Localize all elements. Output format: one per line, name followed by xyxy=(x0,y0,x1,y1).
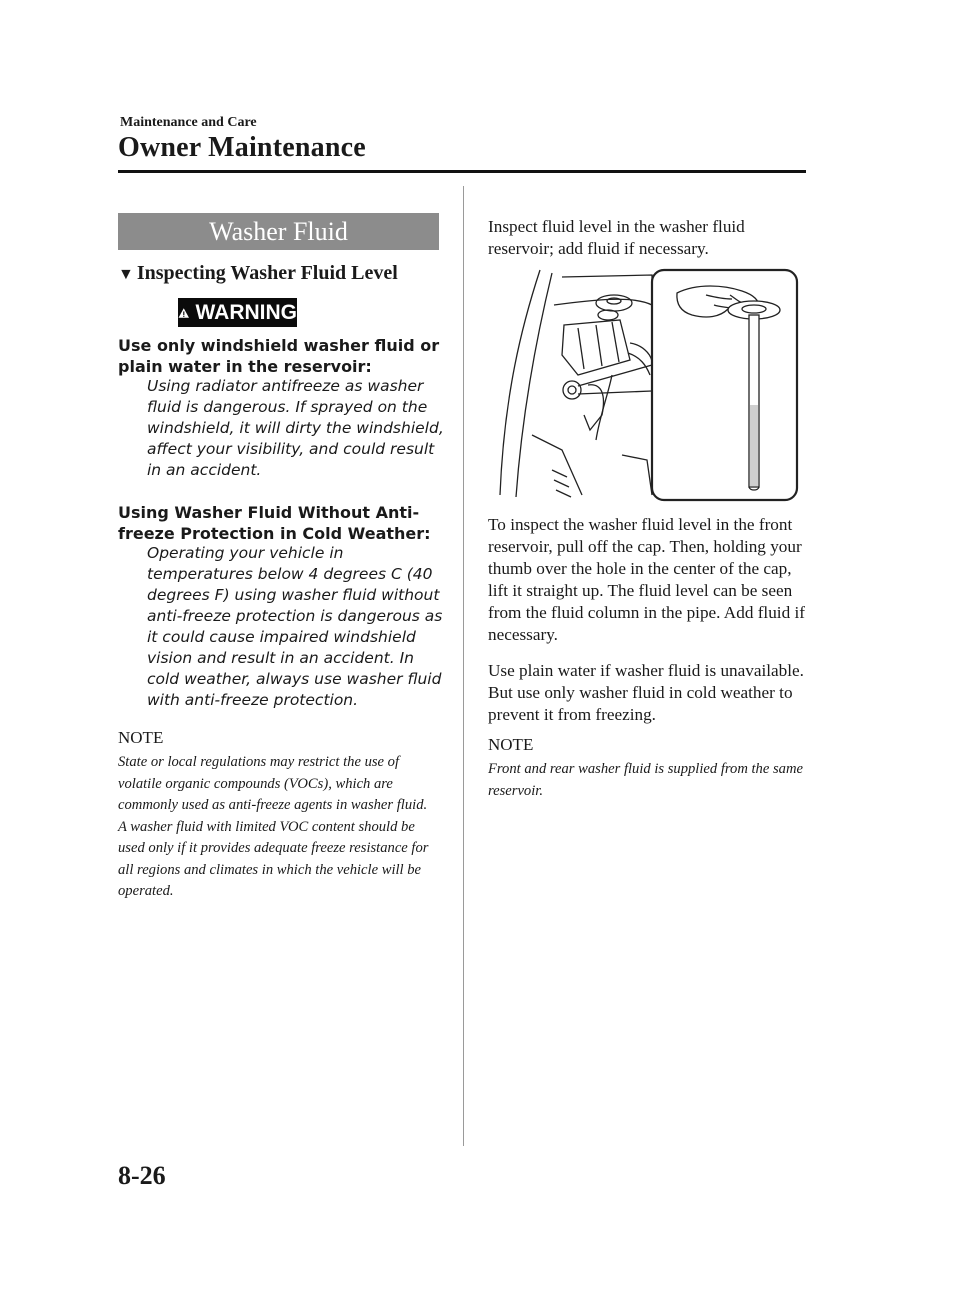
note-text-right: Front and rear washer fluid is supplied from the same reservoir. xyxy=(488,761,803,799)
plain-water-paragraph: Use plain water if washer fluid is unavailable. But use only washer fluid in cold weather to prevent it from freezing. xyxy=(488,661,804,724)
note-text-left: State or local regulations may restrict the use of volatile organic compounds (VOCs), which are commonly used as anti-freeze agents in washer fluid. A washer fluid with limited VOC content should be used only if it provides adequate freeze resistance for all regions and climates in which the vehicle will be operated. xyxy=(118,754,429,899)
warning-badge-label: WARNING xyxy=(195,300,297,324)
warning-badge xyxy=(178,298,297,327)
section-banner: Washer Fluid xyxy=(118,213,439,250)
note-label-right: NOTE xyxy=(488,735,534,754)
page-title: Owner Maintenance xyxy=(118,132,366,163)
column-divider xyxy=(463,186,464,1146)
warning-title-2: Using Washer Fluid Without Anti-freeze Protection in Cold Weather: xyxy=(118,503,431,543)
warning-title-1: Use only windshield washer fluid or plain water in the reservoir: xyxy=(118,336,440,376)
triangle-marker-icon: ▼ xyxy=(118,266,134,283)
heading-rule xyxy=(118,170,806,173)
warning-triangle-icon xyxy=(178,303,190,323)
intro-paragraph: Inspect fluid level in the washer fluid reservoir; add fluid if necessary. xyxy=(488,217,745,258)
warning-body-1: Using radiator antifreeze as washer fluid is dangerous. If sprayed on the windshield, it will dirty the windshield, affect your visibility, and could result in an accident. xyxy=(147,377,444,479)
page-number: 8-26 xyxy=(118,1161,166,1190)
section-label: Maintenance and Care xyxy=(120,115,257,130)
subheading xyxy=(118,262,398,285)
note-label-left: NOTE xyxy=(118,728,164,747)
warning-body-2: Operating your vehicle in temperatures below 4 degrees C (40 degrees F) using washer fluid without anti-freeze protection is dangerous as it could cause impaired windshield vision and result in an accident. In cold weather, always use washer fluid with anti-freeze protection. xyxy=(147,544,443,709)
washer-reservoir-illustration xyxy=(492,265,802,505)
subheading-text: Inspecting Washer Fluid Level xyxy=(136,262,398,284)
inspection-paragraph: To inspect the washer fluid level in the front reservoir, pull off the cap. Then, holding your thumb over the hole in the center of the cap, lift it straight up. The fluid level can be seen from the fluid column in the pipe. Add fluid if necessary. xyxy=(488,515,805,644)
